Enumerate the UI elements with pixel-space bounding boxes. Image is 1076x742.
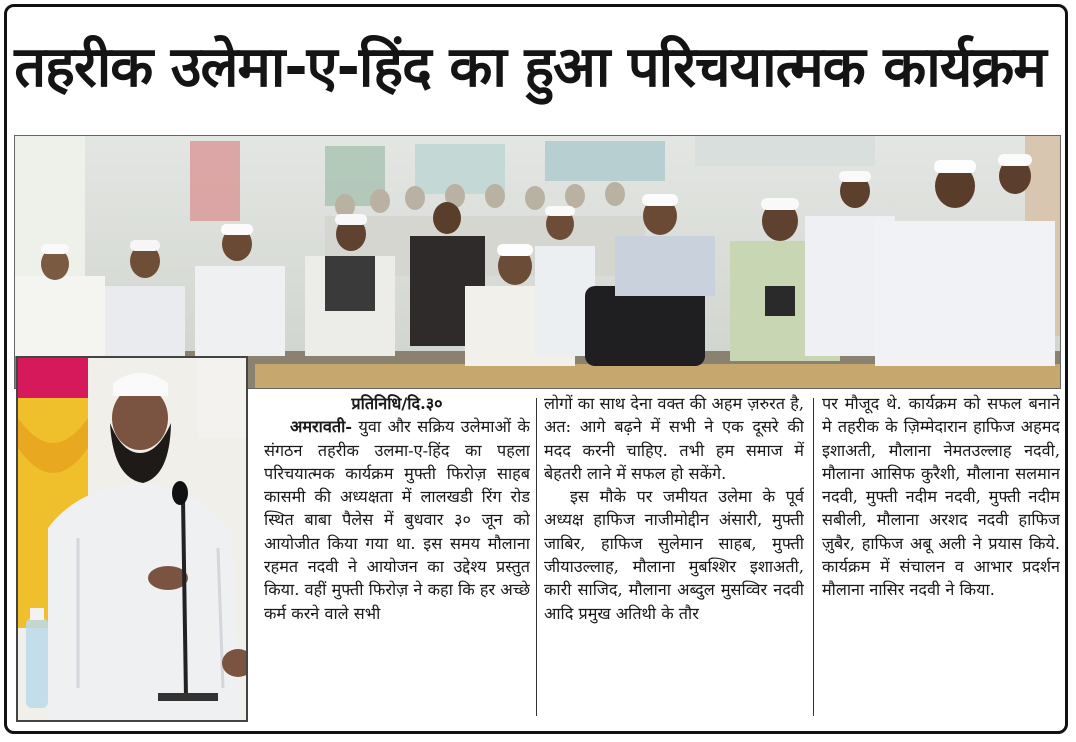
dateline: अमरावती- <box>290 417 352 437</box>
article-paragraph: पर मौजूद थे. कार्यक्रम को सफल बनाने मे तहरीक के ज़िम्मेदारान हाफिज अहमद इशाअती, मौलाना नेमतउल्लाह नदवी, मौलाना आसिफ कुरैशी, मौलाना सलमान नदवी, मुफ्ती नदीम नदवी, मुफ्ती नदीम सबीली, मौलाना अरशद नदवी हाफिज ज़ुबैर, हाफिज अबू अली ने प्रयास किये. कार्यक्रम में संचालन व आभार प्रदर्शन मौलाना नासिर नदवी ने किया. <box>822 394 1060 600</box>
column-divider <box>536 398 537 716</box>
article-column-1 <box>264 392 530 720</box>
byline: प्रतिनिधि/दि.३० <box>351 394 443 413</box>
headline: तहरीक उलेमा-ए-हिंद का हुआ परिचयात्मक कार्यक्रम <box>14 35 1046 100</box>
article-column-3 <box>822 392 1060 720</box>
audience-photo <box>14 135 1061 389</box>
article-column-2 <box>544 392 804 720</box>
article-paragraph: लोगों का साथ देना वक्त की अहम ज़रुरत है, अत: आगे बढ़ने में सभी ने एक दूसरे की मदद करनी चाहिए. तभी हम समाज में बेहतरी लाने में सफल हो सकेंगे. <box>544 394 804 483</box>
column-divider <box>813 398 814 716</box>
speaker-photo <box>16 356 248 722</box>
article-paragraph: इस मौके पर जमीयत उलेमा के पूर्व अध्यक्ष हाफिज नाजीमोद्दीन अंसारी, मुफ्ती जाबिर, हाफिज सुलेमान साहब, मुफ्ती जीयाउल्लाह, मौलाना मुबश्शिर इशाअती, कारी साजिद, मौलाना अब्दुल मुसव्विर नदवी आदि प्रमुख अतिथी के तौर <box>544 487 804 623</box>
article-text: युवा और सक्रिय उलेमाओं के संगठन तहरीक उलमा-ए-हिंद का पहला परिचयात्मक कार्यक्रम मुफ्ती फिरोज़ साहब कासमी की अध्यक्षता में लालखडी रिंग रोड स्थित बाबा पैलेस में बुधवार ३० जून को आयोजीत किया गया था. इस समय मौलाना रहमत नदवी ने आयोजन का उद्देश्य प्रस्तुत किया. वहीं मुफ्ती फिरोज़ ने कहा कि हर अच्छे कर्म करने वाले सभी <box>264 417 530 623</box>
